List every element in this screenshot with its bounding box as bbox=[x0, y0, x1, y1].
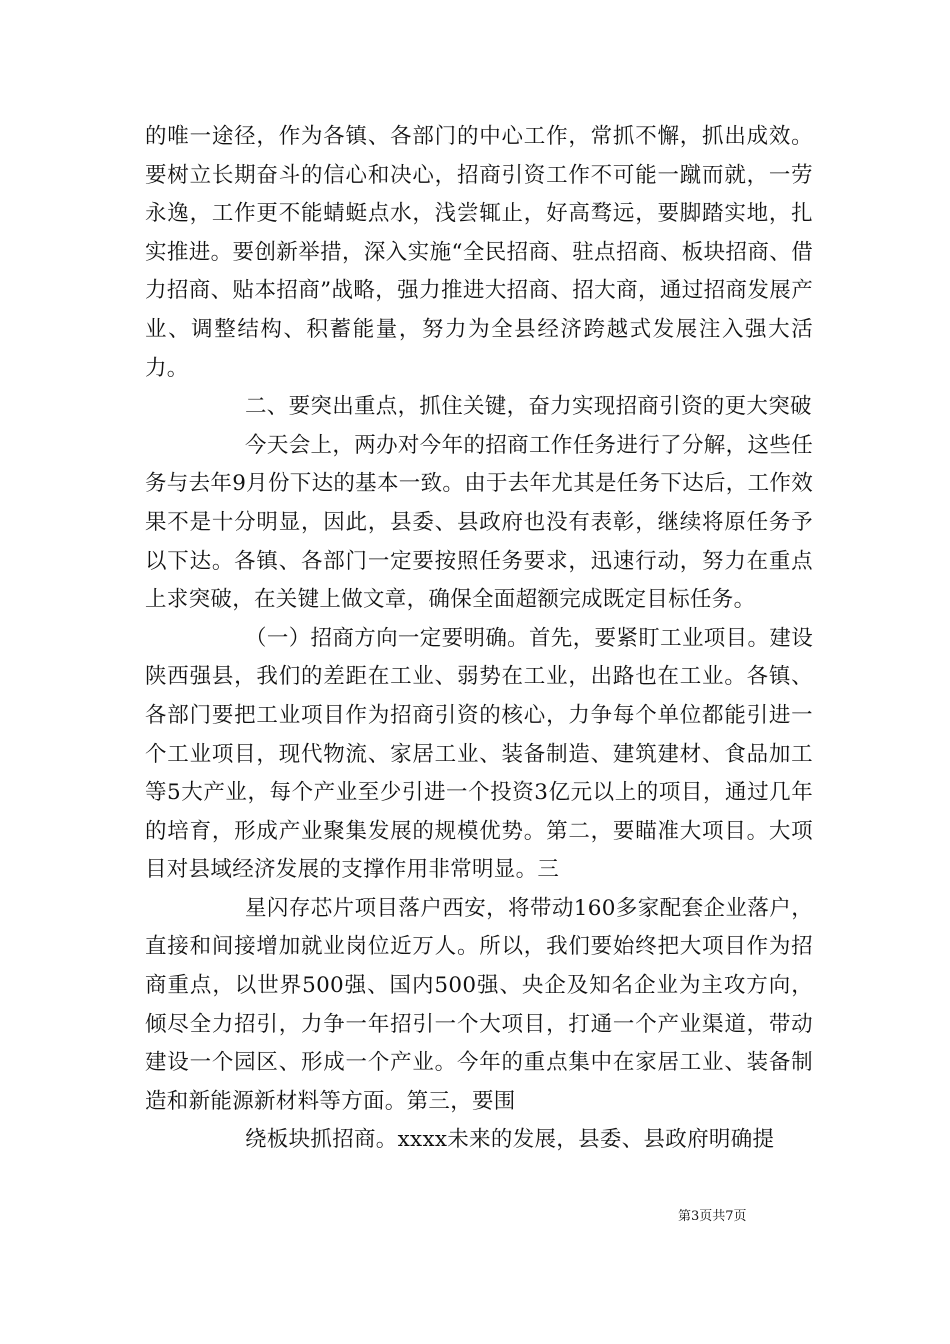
paragraph-6: 绕板块抓招商。xxxx未来的发展，县委、县政府明确提 bbox=[245, 1127, 775, 1153]
paragraph-3: 今天会上，两办对今年的招商工作任务进行了分解，这些任务与去年9月份下达的基本一致。由于去年尤其是任务下达后，工作效果不是十分明显，因此，县委、县政府也没有表彰，继续将原任务予以下达。各镇、各部门一定要按照任务要求，迅速行动，努力在重点上求突破，在关键上做文章，确保全面超额完成既定目标任务。 bbox=[145, 432, 813, 613]
body-text bbox=[145, 118, 813, 1160]
paragraph-1: 的唯一途径，作为各镇、各部门的中心工作，常抓不懈，抓出成效。要树立长期奋斗的信心和决心，招商引资工作不可能一蹴而就，一劳永逸，工作更不能蜻蜓点水，浅尝辄止，好高骛远，要脚踏实地，扎实推进。要创新举措，深入实施“全民招商、驻点招商、板块招商、借力招商、贴本招商”战略，强力推进大招商、招大商，通过招商发展产业、调整结构、积蓄能量，努力为全县经济跨越式发展注入强大活力。 bbox=[145, 124, 813, 381]
page-number: 第3页共7页 bbox=[678, 1209, 747, 1224]
section-heading-2: 二、要突出重点，抓住关键，奋力实现招商引资的更大突破 bbox=[245, 394, 812, 420]
paragraph-5: 星闪存芯片项目落户西安，将带动160多家配套企业落户，直接和间接增加就业岗位近万人。所以，我们要始终把大项目作为招商重点，以世界500强、国内500强、央企及知名企业为主攻方向，倾尽全力招引，力争一年招引一个大项目，打通一个产业渠道，带动建设一个园区、形成一个产业。今年的重点集中在家居工业、装备制造和新能源新材料等方面。第三，要围 bbox=[145, 895, 813, 1114]
paragraph-4: （一）招商方向一定要明确。首先，要紧盯工业项目。建设陕西强县，我们的差距在工业、弱势在工业，出路也在工业。各镇、各部门要把工业项目作为招商引资的核心，力争每个单位都能引进一个工业项目，现代物流、家居工业、装备制造、建筑建材、食品加工等5大产业，每个产业至少引进一个投资3亿元以上的项目，通过几年的培育，形成产业聚集发展的规模优势。第二，要瞄准大项目。大项目对县域经济发展的支撑作用非常明显。三 bbox=[145, 625, 813, 883]
